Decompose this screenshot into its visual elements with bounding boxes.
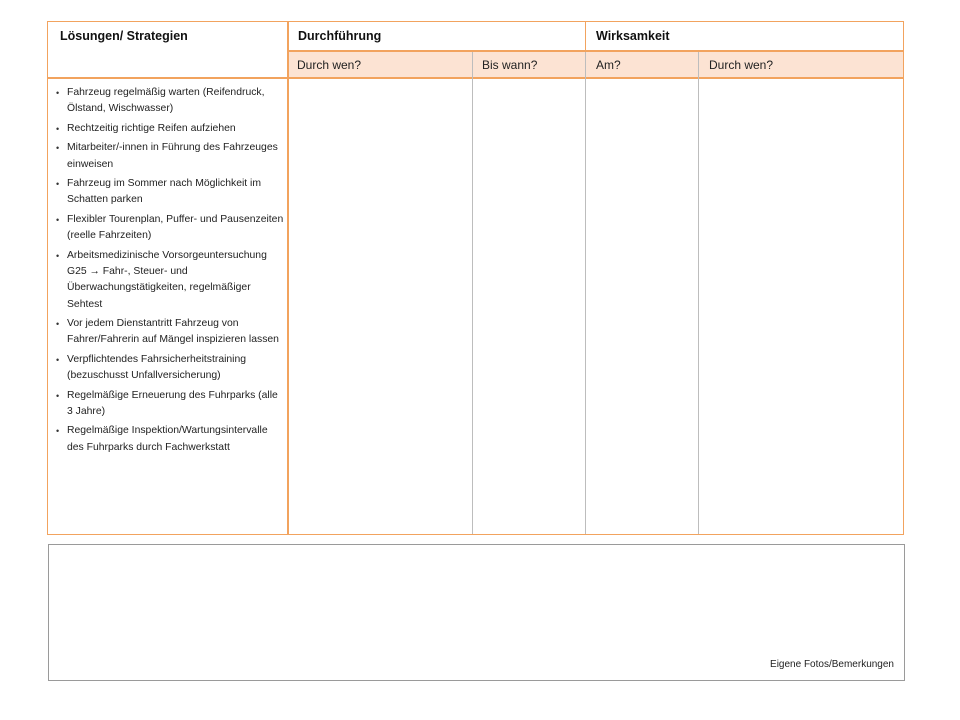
subheader-on-date: Am? [596, 58, 621, 72]
subheader-checked-by: Durch wen? [709, 58, 774, 72]
notes-box [48, 544, 905, 681]
table-right-border [903, 21, 904, 535]
cell-divider-4 [698, 52, 699, 534]
header-effectiveness: Wirksamkeit [596, 29, 670, 43]
list-item: • Verpflichtendes Fahrsicherheitstraining (bezuschusst Unfallversicherung) [56, 352, 284, 385]
column-divider-1 [287, 21, 289, 535]
column-divider-header [585, 21, 586, 52]
table-left-border [47, 21, 48, 535]
subheader-divider [48, 77, 904, 79]
notes-label: Eigene Fotos/Bemerkungen [770, 659, 894, 670]
cell-divider-2 [472, 52, 473, 534]
list-item: • Flexibler Tourenplan, Puffer- und Pausenzeiten (reelle Fahrzeiten) [56, 212, 284, 245]
subheader-until-when: Bis wann? [482, 58, 538, 72]
list-item: • Regelmäßige Inspektion/Wartungsintervalle des Fuhrparks durch Fachwerkstatt [56, 423, 284, 456]
header-solutions: Lösungen/ Strategien [60, 29, 188, 43]
table-top-border [48, 21, 904, 22]
header-execution: Durchführung [298, 29, 382, 43]
list-item: • Vor jedem Dienstantritt Fahrzeug von Fahrer/Fahrerin auf Mängel inspizieren lassen [56, 316, 284, 349]
table-bottom-border [48, 534, 904, 535]
strategy-list [56, 85, 284, 459]
cell-divider-3 [585, 52, 586, 534]
list-item: • Regelmäßige Erneuerung des Fuhrparks (alle 3 Jahre) [56, 388, 284, 421]
list-item: • Fahrzeug im Sommer nach Möglichkeit im Schatten parken [56, 176, 284, 209]
subheader-by-whom: Durch wen? [297, 58, 362, 72]
header-divider [288, 50, 904, 52]
list-item: • Mitarbeiter/-innen in Führung des Fahrzeuges einweisen [56, 140, 284, 173]
list-item: • Arbeitsmedizinische Vorsorgeuntersuchung G25 → Fahr-, Steuer- und Überwachungstätigkeiten, regelmäßiger Sehtest [56, 248, 284, 313]
list-item: • Fahrzeug regelmäßig warten (Reifendruck, Ölstand, Wischwasser) [56, 85, 284, 118]
list-item: • Rechtzeitig richtige Reifen aufziehen [56, 121, 284, 137]
